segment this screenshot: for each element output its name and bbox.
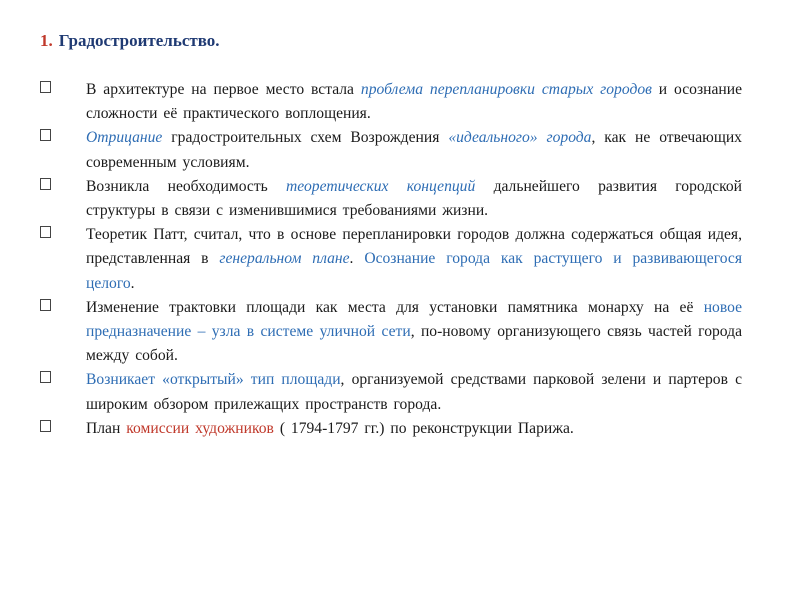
text-span: теоретических концепций (286, 177, 476, 195)
text-span: комиссии художников (126, 419, 274, 437)
text-span: «идеального» города (448, 129, 592, 147)
text-span: градостроительных схем Возрождения (162, 129, 449, 147)
text-span: Возникла необходимость (86, 177, 287, 195)
bullet-list (40, 78, 742, 441)
text-span: проблема перепланировки старых городов (360, 81, 652, 98)
list-item-text (86, 223, 742, 296)
text-span: ( 1794-1797 гг.) по реконструкции Парижа. (273, 419, 574, 437)
text-span: генеральном плане (219, 250, 350, 268)
checkbox-bullet-icon (40, 178, 51, 190)
checkbox-bullet-icon (40, 371, 51, 383)
list-item-text (86, 126, 742, 174)
list-item (40, 175, 742, 223)
text-span: и осознание сложности её практического воплощения. (86, 81, 743, 123)
text-span: . (130, 274, 135, 292)
text-span: , как не отвечающих современным условиям. (86, 129, 742, 171)
list-item (40, 417, 742, 441)
text-span: Изменение трактовки площади как места для установки памятника монарху на её (86, 298, 704, 316)
list-item (40, 223, 742, 296)
text-span: Теоретик Патт, считал, что в основе перепланировки городов должна содержаться общая идея, представленная в (86, 226, 742, 268)
list-item (40, 368, 742, 416)
checkbox-bullet-icon (40, 420, 51, 432)
heading-number: 1. (40, 31, 53, 50)
page-title (40, 31, 220, 51)
checkbox-bullet-icon (40, 226, 51, 238)
text-span: новое предназначение – узла в системе уличной сети (86, 298, 742, 341)
list-item-text (86, 417, 742, 441)
checkbox-bullet-icon (40, 129, 51, 141)
heading-title: Градостроительство. (58, 31, 220, 50)
list-item (40, 78, 742, 126)
list-item-text (86, 175, 742, 223)
list-item-text (86, 78, 742, 126)
checkbox-bullet-icon (40, 81, 51, 93)
list-item (40, 296, 742, 369)
text-span: Отрицание (86, 129, 163, 147)
text-span: Осознание города как растущего и развивающегося целого (86, 250, 742, 292)
text-span: Возникает «открытый» тип площади (86, 371, 341, 389)
text-span: . (349, 250, 365, 268)
text-span: План (86, 419, 127, 437)
list-item-text (86, 296, 742, 369)
text-span: , по-новому организующего связь частей города между собой. (86, 323, 742, 365)
list-item-text (86, 368, 742, 416)
text-span: В архитектуре на первое место встала (86, 81, 361, 98)
list-item (40, 126, 742, 174)
text-span: дальнейшего развития городской структуры в связи с изменившимися требованиями жизни. (86, 177, 743, 220)
text-span: , организуемой средствами парковой зелени и партеров с широким обзором прилежащих пространств города. (86, 371, 742, 413)
checkbox-bullet-icon (40, 299, 51, 311)
